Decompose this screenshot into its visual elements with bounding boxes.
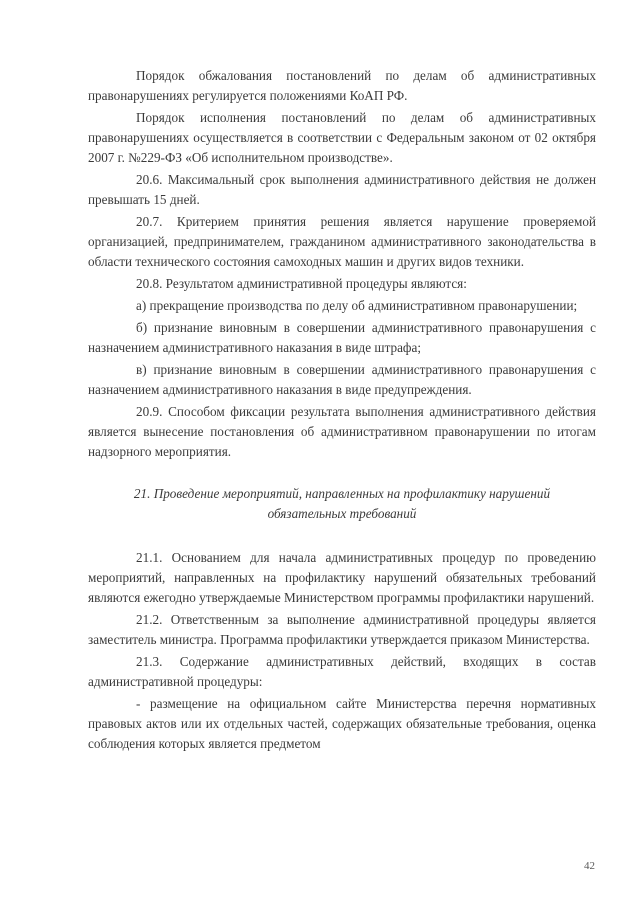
- page-number: 42: [584, 860, 595, 872]
- paragraph-20-8: 20.8. Результатом административной процедуры являются:: [136, 276, 467, 291]
- paragraph-20-7: 20.7. Критерием принятия решения является нарушение проверяемой организацией, предпринимателем, гражданином административного законодательства в области технического состояния самоходных машин и других видов техники.: [88, 214, 596, 269]
- paragraph-20-9: 20.9. Способом фиксации результата выполнения административного действия является вынесение постановления об административном правонарушении по итогам надзорного мероприятия.: [88, 404, 596, 459]
- paragraph-21-3: 21.3. Содержание административных действий, входящих в состав административной процедуры:: [88, 654, 596, 689]
- list-item-b: б) признание виновным в совершении административного правонарушения с назначением административного наказания в виде штрафа;: [88, 320, 596, 355]
- section-title: 21. Проведение мероприятий, направленных на профилактику нарушений обязательных требований: [133, 486, 551, 521]
- spacer: [88, 524, 596, 548]
- paragraph-20-6: 20.6. Максимальный срок выполнения административного действия не должен превышать 15 дней.: [88, 172, 596, 207]
- list-item-a: а) прекращение производства по делу об административном правонарушении;: [136, 298, 578, 313]
- paragraph-21-2: 21.2. Ответственным за выполнение административной процедуры является заместитель министра. Программа профилактики утверждается приказом Министерства.: [88, 612, 596, 647]
- spacer: [88, 464, 596, 484]
- list-item-v: в) признание виновным в совершении административного правонарушения с назначением административного наказания в виде предупреждения.: [88, 362, 596, 397]
- paragraph-appeal-procedure: Порядок обжалования постановлений по делам об административных правонарушениях регулируется положениями КоАП РФ.: [88, 68, 596, 103]
- paragraph-execution-procedure: Порядок исполнения постановлений по делам об административных правонарушениях осуществляется в соответствии с Федеральным законом от 02 октября 2007 г. №229-ФЗ «Об исполнительном производстве».: [88, 110, 596, 165]
- document-body: [88, 66, 596, 756]
- paragraph-21-1: 21.1. Основанием для начала административных процедур по проведению мероприятий, направленных на профилактику нарушений обязательных требований являются ежегодно утверждаемые Министерством программы профилактики нарушений.: [88, 550, 596, 605]
- list-item-dash: - размещение на официальном сайте Министерства перечня нормативных правовых актов или их отдельных частей, содержащих обязательные требования, оценка соблюдения которых является предметом: [88, 696, 596, 751]
